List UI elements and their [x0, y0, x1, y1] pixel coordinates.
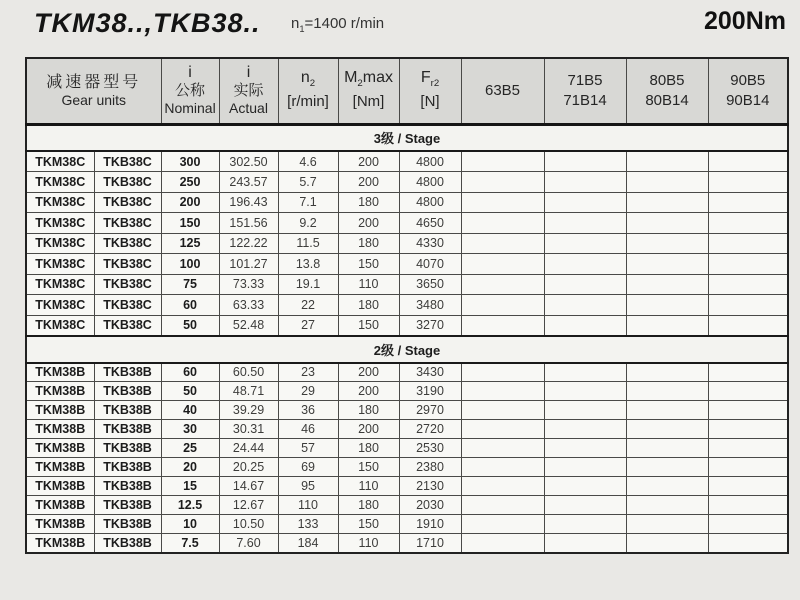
actual-ratio-cell: 63.33	[219, 295, 278, 316]
motor-90b5-cell	[708, 274, 788, 295]
fr2-value-cell: 4330	[399, 233, 461, 254]
model-tkb-cell: TKB38C	[94, 254, 161, 275]
n2-value-cell: 23	[278, 363, 338, 382]
table-row	[26, 213, 788, 234]
n2-value-cell: 36	[278, 401, 338, 420]
fr2-value-cell: 4800	[399, 172, 461, 193]
gear-spec-table	[25, 57, 789, 554]
motor-71b5-cell	[544, 254, 626, 275]
motor-71b5-cell	[544, 515, 626, 534]
table-row	[26, 172, 788, 193]
motor-63b5-cell	[461, 420, 544, 439]
fr2-value-cell: 3480	[399, 295, 461, 316]
actual-ratio-cell: 12.67	[219, 496, 278, 515]
n2-value-cell: 4.6	[278, 151, 338, 172]
fr2-value-cell: 3190	[399, 382, 461, 401]
speed-symbol: n	[291, 15, 300, 32]
motor-90b5-cell	[708, 420, 788, 439]
motor-63b5-cell	[461, 458, 544, 477]
fr2-value-cell: 3430	[399, 363, 461, 382]
fr2-symbol: F	[420, 69, 431, 87]
model-tkm-cell: TKM38B	[26, 477, 94, 496]
fr2-value-cell: 2530	[399, 439, 461, 458]
actual-ratio-cell: 73.33	[219, 274, 278, 295]
table-row	[26, 192, 788, 213]
nominal-ratio-cell: 75	[161, 274, 219, 295]
motor-63b5-cell	[461, 172, 544, 193]
motor-71b5-cell	[544, 363, 626, 382]
model-tkb-cell: TKB38C	[94, 172, 161, 193]
model-tkm-cell: TKM38B	[26, 401, 94, 420]
table-row	[26, 315, 788, 336]
nominal-symbol: i	[188, 63, 192, 81]
table-row	[26, 363, 788, 382]
motor-80b5-cell	[626, 213, 708, 234]
speed-subscript: 1	[299, 24, 305, 34]
actual-ratio-cell: 52.48	[219, 315, 278, 336]
model-tkm-cell: TKM38C	[26, 254, 94, 275]
nominal-ratio-cell: 250	[161, 172, 219, 193]
model-tkb-cell: TKB38C	[94, 315, 161, 336]
nominal-ratio-cell: 125	[161, 233, 219, 254]
motor-90b5-cell	[708, 363, 788, 382]
table-row	[26, 477, 788, 496]
motor-71b5-cell	[544, 496, 626, 515]
table-row	[26, 439, 788, 458]
model-tkb-cell: TKB38B	[94, 420, 161, 439]
col-header-motor-80	[626, 58, 708, 124]
nominal-ratio-cell: 10	[161, 515, 219, 534]
table-row	[26, 534, 788, 553]
motor-71b5-cell	[544, 233, 626, 254]
fr2-unit: [N]	[420, 93, 440, 111]
nominal-ratio-cell: 50	[161, 315, 219, 336]
actual-ratio-cell: 39.29	[219, 401, 278, 420]
motor-71b5-cell	[544, 458, 626, 477]
motor-90-line1: 90B5	[730, 71, 766, 89]
motor-71b5-cell	[544, 534, 626, 553]
motor-71b5-cell	[544, 192, 626, 213]
n2-value-cell: 95	[278, 477, 338, 496]
fr2-subscript: r2	[430, 78, 440, 90]
motor-63b5-cell	[461, 515, 544, 534]
motor-63b5-cell	[461, 534, 544, 553]
nominal-ratio-cell: 150	[161, 213, 219, 234]
motor-80b5-cell	[626, 192, 708, 213]
motor-71b5-cell	[544, 382, 626, 401]
motor-71-line2: 71B14	[563, 91, 607, 109]
fr2-value-cell: 4070	[399, 254, 461, 275]
m2max-unit: [Nm]	[352, 93, 385, 111]
n2-value-cell: 22	[278, 295, 338, 316]
gear-units-label-en: Gear units	[61, 91, 127, 108]
col-header-ratio-nominal	[161, 58, 219, 124]
m2max-value-cell: 150	[338, 254, 399, 275]
fr2-value-cell: 4800	[399, 151, 461, 172]
m2max-value-cell: 110	[338, 534, 399, 553]
motor-80b5-cell	[626, 401, 708, 420]
model-tkm-cell: TKM38B	[26, 458, 94, 477]
table-row	[26, 233, 788, 254]
motor-80b5-cell	[626, 151, 708, 172]
motor-63b5-cell	[461, 151, 544, 172]
model-tkm-cell: TKM38B	[26, 496, 94, 515]
fr2-value-cell: 2970	[399, 401, 461, 420]
m2max-value-cell: 180	[338, 439, 399, 458]
model-tkb-cell: TKB38B	[94, 534, 161, 553]
model-tkb-cell: TKB38B	[94, 515, 161, 534]
col-header-m2max	[338, 58, 399, 124]
table-row	[26, 274, 788, 295]
table-row	[26, 496, 788, 515]
motor-63b5-cell	[461, 401, 544, 420]
motor-80b5-cell	[626, 233, 708, 254]
motor-63-line1: 63B5	[484, 81, 521, 99]
actual-ratio-cell: 20.25	[219, 458, 278, 477]
actual-ratio-cell: 196.43	[219, 192, 278, 213]
motor-80b5-cell	[626, 420, 708, 439]
motor-80b5-cell	[626, 515, 708, 534]
actual-ratio-cell: 101.27	[219, 254, 278, 275]
m2max-symbol: M	[344, 69, 358, 87]
n2-value-cell: 110	[278, 496, 338, 515]
fr2-value-cell: 3650	[399, 274, 461, 295]
actual-ratio-cell: 10.50	[219, 515, 278, 534]
actual-ratio-cell: 14.67	[219, 477, 278, 496]
n2-value-cell: 13.8	[278, 254, 338, 275]
fr2-value-cell: 3270	[399, 315, 461, 336]
nominal-ratio-cell: 40	[161, 401, 219, 420]
m2max-subscript: 2	[357, 78, 363, 90]
m2max-value-cell: 180	[338, 401, 399, 420]
model-tkb-cell: TKB38C	[94, 274, 161, 295]
motor-90b5-cell	[708, 192, 788, 213]
model-tkm-cell: TKM38B	[26, 363, 94, 382]
m2max-value-cell: 150	[338, 315, 399, 336]
model-tkm-cell: TKM38C	[26, 213, 94, 234]
col-header-ratio-actual	[219, 58, 278, 124]
m2max-suffix: max	[362, 69, 393, 87]
model-tkm-cell: TKM38C	[26, 151, 94, 172]
model-tkm-cell: TKM38C	[26, 233, 94, 254]
col-header-motor-63	[461, 58, 544, 124]
m2max-value-cell: 150	[338, 458, 399, 477]
n2-value-cell: 9.2	[278, 213, 338, 234]
motor-80b5-cell	[626, 274, 708, 295]
actual-label-zh: 实际	[233, 81, 264, 99]
n2-value-cell: 7.1	[278, 192, 338, 213]
motor-71b5-cell	[544, 477, 626, 496]
model-tkb-cell: TKB38C	[94, 295, 161, 316]
model-tkm-cell: TKM38C	[26, 192, 94, 213]
nominal-ratio-cell: 7.5	[161, 534, 219, 553]
n2-value-cell: 5.7	[278, 172, 338, 193]
actual-ratio-cell: 30.31	[219, 420, 278, 439]
n2-value-cell: 69	[278, 458, 338, 477]
nominal-ratio-cell: 25	[161, 439, 219, 458]
fr2-value-cell: 2130	[399, 477, 461, 496]
motor-80b5-cell	[626, 534, 708, 553]
motor-90b5-cell	[708, 477, 788, 496]
m2max-value-cell: 150	[338, 515, 399, 534]
table-row	[26, 295, 788, 316]
motor-90b5-cell	[708, 254, 788, 275]
actual-ratio-cell: 7.60	[219, 534, 278, 553]
model-tkm-cell: TKM38B	[26, 534, 94, 553]
motor-90b5-cell	[708, 233, 788, 254]
motor-71b5-cell	[544, 274, 626, 295]
model-tkb-cell: TKB38B	[94, 382, 161, 401]
motor-80-line1: 80B5	[649, 71, 685, 89]
m2max-value-cell: 180	[338, 496, 399, 515]
model-tkm-cell: TKM38C	[26, 172, 94, 193]
actual-symbol: i	[246, 63, 251, 81]
col-header-fr2	[399, 58, 461, 124]
n2-unit: [r/min]	[287, 93, 329, 111]
actual-ratio-cell: 24.44	[219, 439, 278, 458]
motor-90b5-cell	[708, 172, 788, 193]
stage-header-row	[26, 124, 788, 151]
model-tkm-cell: TKM38C	[26, 274, 94, 295]
motor-71b5-cell	[544, 172, 626, 193]
motor-63b5-cell	[461, 192, 544, 213]
fr2-value-cell: 4800	[399, 192, 461, 213]
motor-90b5-cell	[708, 315, 788, 336]
m2max-value-cell: 110	[338, 274, 399, 295]
motor-80b5-cell	[626, 254, 708, 275]
motor-71b5-cell	[544, 151, 626, 172]
motor-63b5-cell	[461, 382, 544, 401]
model-tkb-cell: TKB38B	[94, 477, 161, 496]
stage-header-row	[26, 336, 788, 363]
nominal-ratio-cell: 60	[161, 295, 219, 316]
actual-ratio-cell: 302.50	[219, 151, 278, 172]
motor-80-line2: 80B14	[645, 91, 689, 109]
nominal-ratio-cell: 15	[161, 477, 219, 496]
m2max-value-cell: 180	[338, 233, 399, 254]
n2-value-cell: 57	[278, 439, 338, 458]
stage-label: 2级 / Stage	[26, 336, 788, 363]
gear-units-label-zh: 减速器型号	[46, 73, 142, 91]
motor-80b5-cell	[626, 496, 708, 515]
motor-90b5-cell	[708, 401, 788, 420]
nominal-ratio-cell: 60	[161, 363, 219, 382]
model-tkm-cell: TKM38B	[26, 420, 94, 439]
motor-80b5-cell	[626, 315, 708, 336]
model-tkb-cell: TKB38C	[94, 192, 161, 213]
motor-63b5-cell	[461, 295, 544, 316]
model-tkb-cell: TKB38C	[94, 151, 161, 172]
m2max-value-cell: 180	[338, 192, 399, 213]
table-row	[26, 458, 788, 477]
model-tkb-cell: TKB38B	[94, 496, 161, 515]
n2-symbol: n	[300, 69, 310, 87]
n2-subscript: 2	[309, 78, 316, 90]
actual-label-en: Actual	[229, 99, 268, 116]
page-title: TKM38..,TKB38..	[34, 8, 261, 38]
motor-63b5-cell	[461, 439, 544, 458]
motor-80b5-cell	[626, 439, 708, 458]
fr2-value-cell: 2380	[399, 458, 461, 477]
motor-80b5-cell	[626, 458, 708, 477]
motor-71b5-cell	[544, 420, 626, 439]
nominal-ratio-cell: 20	[161, 458, 219, 477]
motor-63b5-cell	[461, 213, 544, 234]
n2-value-cell: 46	[278, 420, 338, 439]
model-tkb-cell: TKB38B	[94, 401, 161, 420]
header-row	[26, 58, 788, 124]
fr2-value-cell: 2720	[399, 420, 461, 439]
stage-label: 3级 / Stage	[26, 124, 788, 151]
motor-63b5-cell	[461, 477, 544, 496]
m2max-value-cell: 200	[338, 420, 399, 439]
motor-80b5-cell	[626, 363, 708, 382]
model-tkb-cell: TKB38B	[94, 439, 161, 458]
speed-value: =1400 r/min	[304, 15, 385, 32]
motor-90b5-cell	[708, 439, 788, 458]
n2-value-cell: 27	[278, 315, 338, 336]
actual-ratio-cell: 151.56	[219, 213, 278, 234]
fr2-value-cell: 4650	[399, 213, 461, 234]
nominal-label-en: Nominal	[164, 99, 216, 116]
motor-90b5-cell	[708, 515, 788, 534]
motor-63b5-cell	[461, 254, 544, 275]
motor-90b5-cell	[708, 213, 788, 234]
n2-value-cell: 133	[278, 515, 338, 534]
n2-value-cell: 184	[278, 534, 338, 553]
table-row	[26, 382, 788, 401]
col-header-gear-units	[26, 58, 161, 124]
motor-71b5-cell	[544, 439, 626, 458]
motor-71-line1: 71B5	[567, 71, 603, 89]
model-tkm-cell: TKM38B	[26, 439, 94, 458]
col-header-motor-71	[544, 58, 626, 124]
actual-ratio-cell: 122.22	[219, 233, 278, 254]
nominal-ratio-cell: 50	[161, 382, 219, 401]
col-header-n2	[278, 58, 338, 124]
motor-90b5-cell	[708, 458, 788, 477]
nominal-ratio-cell: 30	[161, 420, 219, 439]
motor-80b5-cell	[626, 172, 708, 193]
input-speed-note	[291, 15, 384, 34]
motor-90b5-cell	[708, 496, 788, 515]
motor-71b5-cell	[544, 295, 626, 316]
motor-80b5-cell	[626, 382, 708, 401]
nominal-ratio-cell: 100	[161, 254, 219, 275]
motor-80b5-cell	[626, 295, 708, 316]
table-row	[26, 401, 788, 420]
table-row	[26, 151, 788, 172]
model-tkm-cell: TKM38C	[26, 315, 94, 336]
title-bar	[0, 0, 800, 52]
m2max-value-cell: 200	[338, 382, 399, 401]
motor-71b5-cell	[544, 315, 626, 336]
m2max-value-cell: 200	[338, 363, 399, 382]
motor-90b5-cell	[708, 295, 788, 316]
nominal-ratio-cell: 300	[161, 151, 219, 172]
nominal-ratio-cell: 12.5	[161, 496, 219, 515]
table-row	[26, 254, 788, 275]
col-header-motor-90	[708, 58, 788, 124]
actual-ratio-cell: 243.57	[219, 172, 278, 193]
model-tkb-cell: TKB38B	[94, 458, 161, 477]
motor-90b5-cell	[708, 151, 788, 172]
model-tkm-cell: TKM38B	[26, 515, 94, 534]
model-tkb-cell: TKB38B	[94, 363, 161, 382]
model-tkm-cell: TKM38B	[26, 382, 94, 401]
table-row	[26, 420, 788, 439]
fr2-value-cell: 1910	[399, 515, 461, 534]
motor-90b5-cell	[708, 534, 788, 553]
motor-63b5-cell	[461, 233, 544, 254]
motor-71b5-cell	[544, 213, 626, 234]
actual-ratio-cell: 48.71	[219, 382, 278, 401]
motor-63b5-cell	[461, 363, 544, 382]
m2max-value-cell: 110	[338, 477, 399, 496]
motor-63b5-cell	[461, 315, 544, 336]
model-tkm-cell: TKM38C	[26, 295, 94, 316]
fr2-value-cell: 1710	[399, 534, 461, 553]
motor-90-line2: 90B14	[726, 91, 770, 109]
motor-63b5-cell	[461, 274, 544, 295]
fr2-value-cell: 2030	[399, 496, 461, 515]
nominal-ratio-cell: 200	[161, 192, 219, 213]
motor-90b5-cell	[708, 382, 788, 401]
n2-value-cell: 19.1	[278, 274, 338, 295]
motor-80b5-cell	[626, 477, 708, 496]
motor-63b5-cell	[461, 496, 544, 515]
m2max-value-cell: 200	[338, 172, 399, 193]
m2max-value-cell: 200	[338, 151, 399, 172]
motor-71b5-cell	[544, 401, 626, 420]
actual-ratio-cell: 60.50	[219, 363, 278, 382]
n2-value-cell: 11.5	[278, 233, 338, 254]
m2max-value-cell: 180	[338, 295, 399, 316]
model-tkb-cell: TKB38C	[94, 233, 161, 254]
table-row	[26, 515, 788, 534]
n2-value-cell: 29	[278, 382, 338, 401]
nominal-label-zh: 公称	[175, 81, 206, 99]
m2max-value-cell: 200	[338, 213, 399, 234]
torque-rating: 200Nm	[704, 7, 786, 35]
model-tkb-cell: TKB38C	[94, 213, 161, 234]
